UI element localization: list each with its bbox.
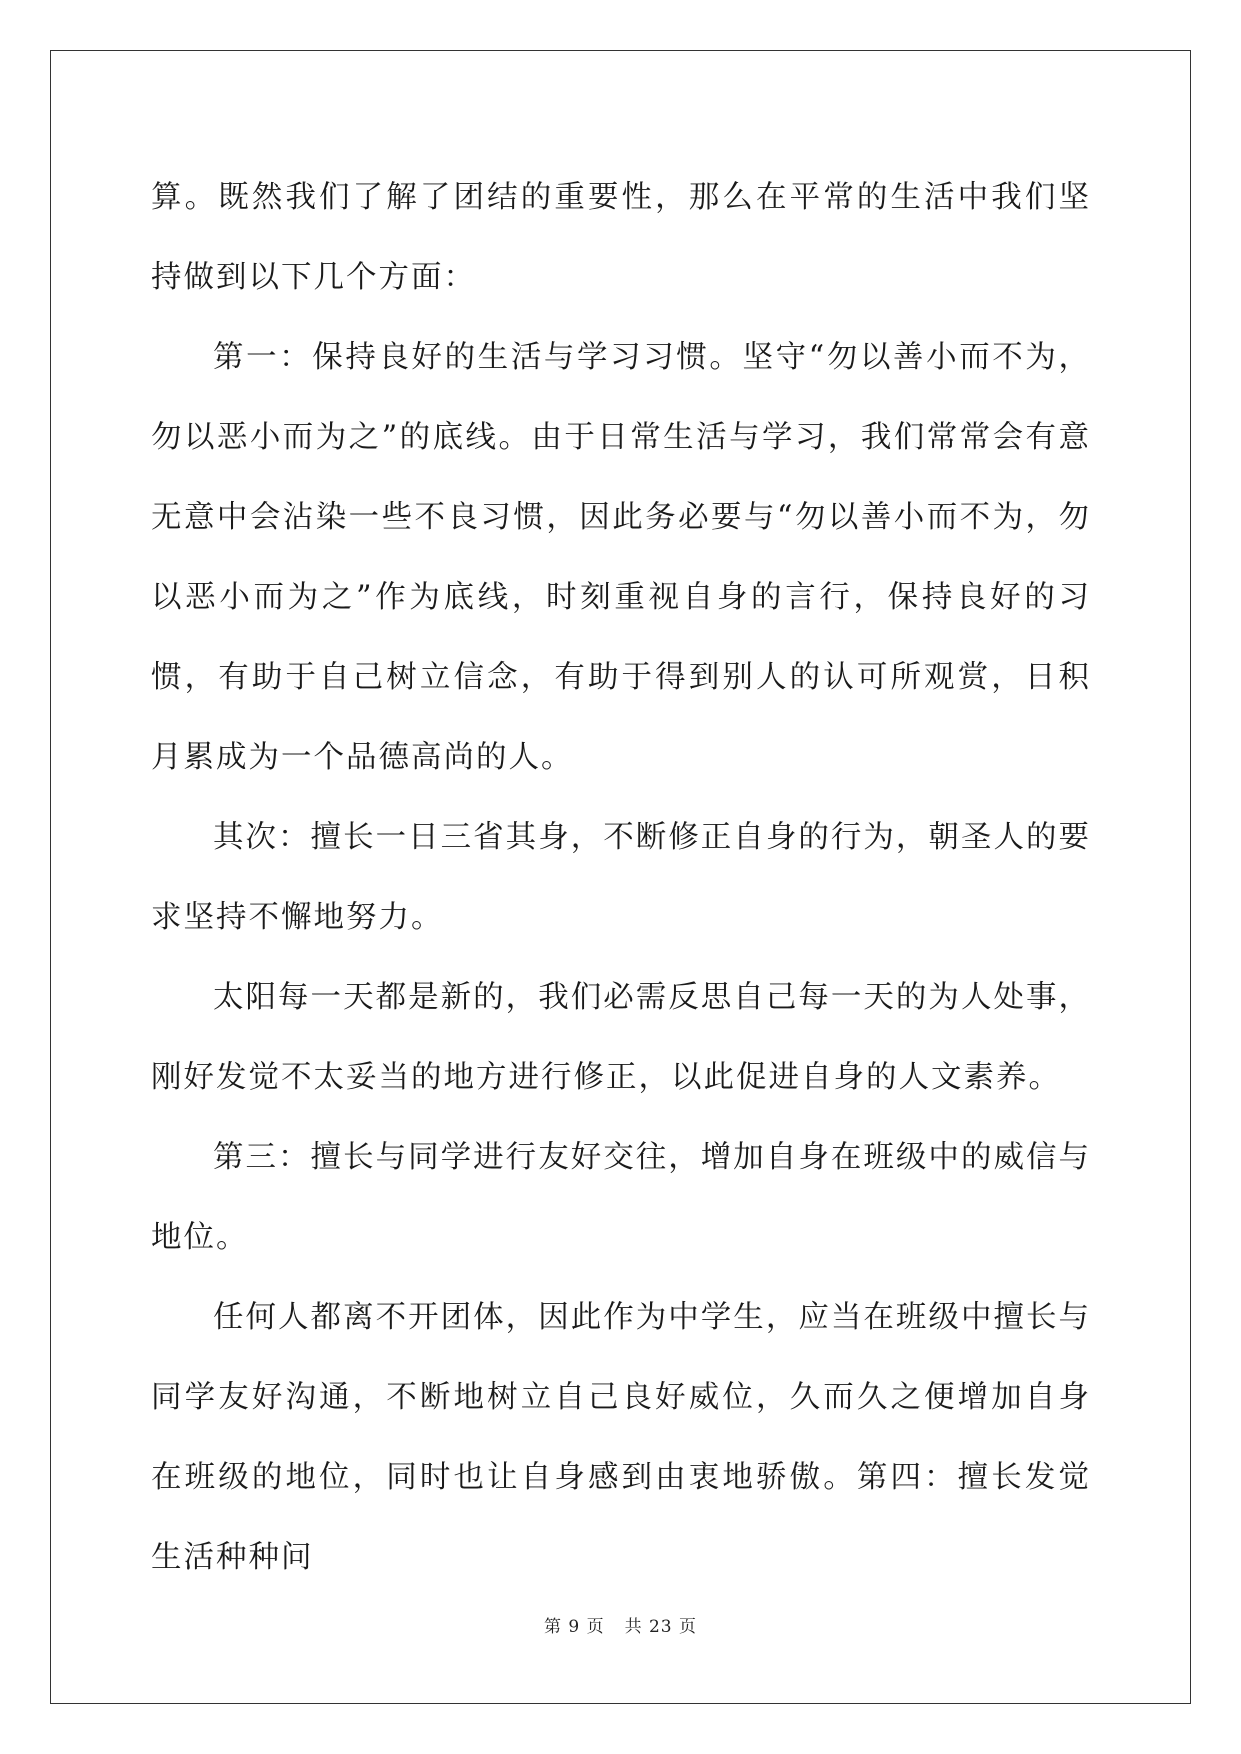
- paragraph: 第一：保持良好的生活与学习习惯。坚守“勿以善小而不为，勿以恶小而为之”的底线。由于日常生活与学习，我们常常会有意无意中会沾染一些不良习惯，因此务必要与“勿以善小而不为，勿以恶小而为之”作为底线，时刻重视自身的言行，保持良好的习惯，有助于自己树立信念，有助于得到别人的认可所观赏，日积月累成为一个品德高尚的人。: [151, 340, 1091, 775]
- page-total: 共 23 页: [624, 1617, 698, 1637]
- paragraph: 其次：擅长一日三省其身，不断修正自身的行为，朝圣人的要求坚持不懈地努力。: [151, 820, 1091, 935]
- paragraph: 任何人都离不开团体，因此作为中学生，应当在班级中擅长与同学友好沟通，不断地树立自己良好威位，久而久之便增加自身在班级的地位，同时也让自身感到由衷地骄傲。第四：擅长发觉生活种种问: [151, 1300, 1091, 1575]
- paragraph: 算。既然我们了解了团结的重要性，那么在平常的生活中我们坚持做到以下几个方面：: [151, 180, 1091, 295]
- page-footer: [0, 1612, 1241, 1637]
- document-body: [151, 158, 1091, 1598]
- paragraph: 第三：擅长与同学进行友好交往，增加自身在班级中的威信与地位。: [151, 1140, 1091, 1255]
- page-number: 第 9 页: [543, 1617, 605, 1637]
- paragraph: 太阳每一天都是新的，我们必需反思自己每一天的为人处事，刚好发觉不太妥当的地方进行修正，以此促进自身的人文素养。: [151, 980, 1091, 1095]
